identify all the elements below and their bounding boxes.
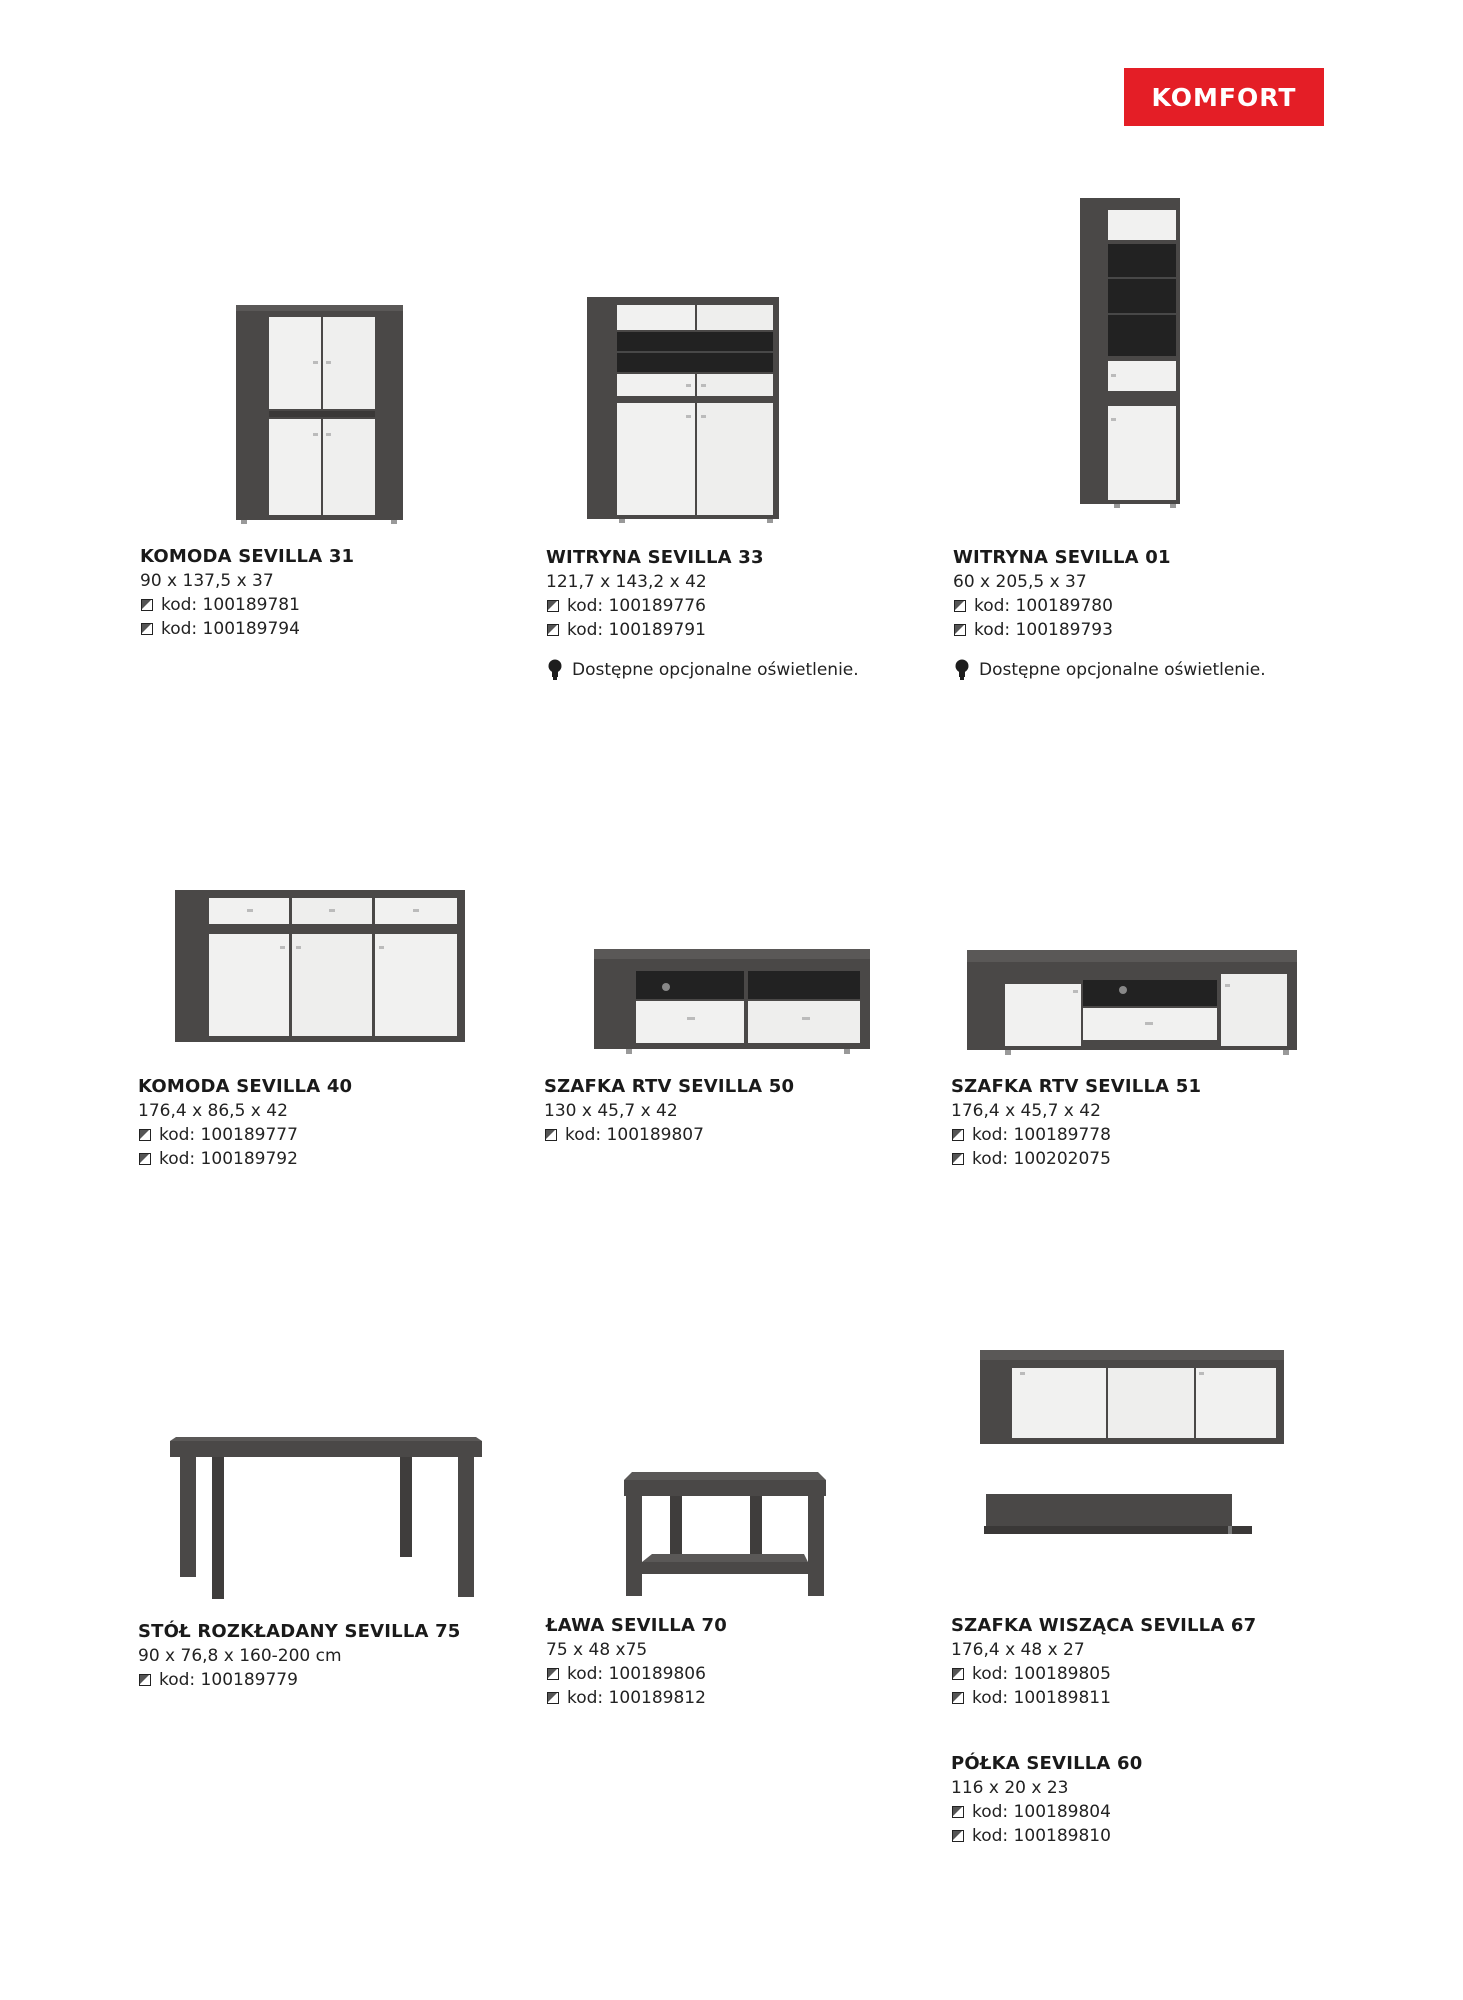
product-szafka-wiszaca-sevilla-67 bbox=[951, 1614, 1291, 1710]
product-witryna-sevilla-01 bbox=[953, 546, 1293, 682]
lawa-sevilla-70-image bbox=[622, 1470, 828, 1600]
product-code: kod: 100189780 bbox=[953, 594, 1293, 618]
polka-sevilla-60-image bbox=[982, 1490, 1254, 1540]
product-dimensions: 130 x 45,7 x 42 bbox=[544, 1101, 678, 1121]
product-code: kod: 100189791 bbox=[546, 618, 886, 642]
color-swatch-icon bbox=[954, 624, 966, 636]
product-polka-sevilla-60 bbox=[951, 1752, 1291, 1848]
product-komoda-sevilla-31 bbox=[140, 545, 480, 641]
product-name: KOMODA SEVILLA 31 bbox=[140, 546, 355, 567]
komoda-sevilla-31-image bbox=[233, 303, 408, 526]
product-code: kod: 100189807 bbox=[544, 1123, 884, 1147]
color-swatch-icon bbox=[139, 1129, 151, 1141]
szafka-rtv-sevilla-50-image bbox=[592, 947, 873, 1057]
color-swatch-icon bbox=[952, 1830, 964, 1842]
color-swatch-icon bbox=[952, 1153, 964, 1165]
color-swatch-icon bbox=[141, 623, 153, 635]
product-code: kod: 100189779 bbox=[138, 1668, 478, 1692]
komfort-logo: KOMFORT bbox=[1124, 68, 1324, 126]
product-code: kod: 100189776 bbox=[546, 594, 886, 618]
lightbulb-icon bbox=[546, 658, 564, 682]
product-komoda-sevilla-40 bbox=[138, 1075, 478, 1171]
product-dimensions: 121,7 x 143,2 x 42 bbox=[546, 572, 707, 592]
color-swatch-icon bbox=[547, 1692, 559, 1704]
color-swatch-icon bbox=[952, 1129, 964, 1141]
product-lawa-sevilla-70 bbox=[546, 1614, 886, 1710]
product-code: kod: 100189777 bbox=[138, 1123, 478, 1147]
product-code: kod: 100189805 bbox=[951, 1662, 1291, 1686]
stol-sevilla-75-image bbox=[168, 1437, 484, 1601]
lightbulb-icon bbox=[953, 658, 971, 682]
product-name: SZAFKA RTV SEVILLA 51 bbox=[951, 1076, 1202, 1097]
product-name: KOMODA SEVILLA 40 bbox=[138, 1076, 353, 1097]
product-dimensions: 176,4 x 86,5 x 42 bbox=[138, 1101, 288, 1121]
product-code: kod: 100189792 bbox=[138, 1147, 478, 1171]
color-swatch-icon bbox=[952, 1692, 964, 1704]
product-code: kod: 100189793 bbox=[953, 618, 1293, 642]
product-dimensions: 90 x 137,5 x 37 bbox=[140, 571, 274, 591]
product-name: WITRYNA SEVILLA 33 bbox=[546, 547, 764, 568]
color-swatch-icon bbox=[545, 1129, 557, 1141]
product-code: kod: 100189810 bbox=[951, 1824, 1291, 1848]
color-swatch-icon bbox=[547, 600, 559, 612]
product-szafka-rtv-sevilla-50 bbox=[544, 1075, 884, 1147]
color-swatch-icon bbox=[139, 1674, 151, 1686]
product-stol-sevilla-75 bbox=[138, 1620, 478, 1692]
product-dimensions: 116 x 20 x 23 bbox=[951, 1778, 1069, 1798]
lighting-note: Dostępne opcjonalne oświetlenie. bbox=[546, 658, 886, 682]
product-dimensions: 176,4 x 45,7 x 42 bbox=[951, 1101, 1101, 1121]
product-code: kod: 100189812 bbox=[546, 1686, 886, 1710]
color-swatch-icon bbox=[547, 624, 559, 636]
szafka-rtv-sevilla-51-image bbox=[965, 948, 1300, 1060]
product-code: kod: 100189811 bbox=[951, 1686, 1291, 1710]
product-code: kod: 100189781 bbox=[140, 593, 480, 617]
szafka-wiszaca-sevilla-67-image bbox=[978, 1348, 1286, 1448]
product-code: kod: 100202075 bbox=[951, 1147, 1291, 1171]
color-swatch-icon bbox=[139, 1153, 151, 1165]
product-name: SZAFKA WISZĄCA SEVILLA 67 bbox=[951, 1615, 1257, 1636]
color-swatch-icon bbox=[952, 1668, 964, 1680]
product-code: kod: 100189794 bbox=[140, 617, 480, 641]
product-dimensions: 60 x 205,5 x 37 bbox=[953, 572, 1087, 592]
witryna-sevilla-01-image bbox=[1078, 196, 1183, 508]
product-dimensions: 75 x 48 x75 bbox=[546, 1640, 648, 1660]
color-swatch-icon bbox=[141, 599, 153, 611]
product-witryna-sevilla-33 bbox=[546, 546, 886, 682]
lighting-note: Dostępne opcjonalne oświetlenie. bbox=[953, 658, 1293, 682]
product-code: kod: 100189806 bbox=[546, 1662, 886, 1686]
product-name: SZAFKA RTV SEVILLA 50 bbox=[544, 1076, 795, 1097]
komoda-sevilla-40-image bbox=[173, 888, 468, 1048]
product-name: WITRYNA SEVILLA 01 bbox=[953, 547, 1171, 568]
product-code: kod: 100189804 bbox=[951, 1800, 1291, 1824]
product-szafka-rtv-sevilla-51 bbox=[951, 1075, 1291, 1171]
product-name: PÓŁKA SEVILLA 60 bbox=[951, 1753, 1143, 1774]
color-swatch-icon bbox=[952, 1806, 964, 1818]
color-swatch-icon bbox=[954, 600, 966, 612]
product-code: kod: 100189778 bbox=[951, 1123, 1291, 1147]
color-swatch-icon bbox=[547, 1668, 559, 1680]
product-dimensions: 90 x 76,8 x 160-200 cm bbox=[138, 1646, 342, 1666]
product-name: STÓŁ ROZKŁADANY SEVILLA 75 bbox=[138, 1621, 461, 1642]
product-name: ŁAWA SEVILLA 70 bbox=[546, 1615, 727, 1636]
witryna-sevilla-33-image bbox=[585, 295, 783, 525]
product-dimensions: 176,4 x 48 x 27 bbox=[951, 1640, 1085, 1660]
